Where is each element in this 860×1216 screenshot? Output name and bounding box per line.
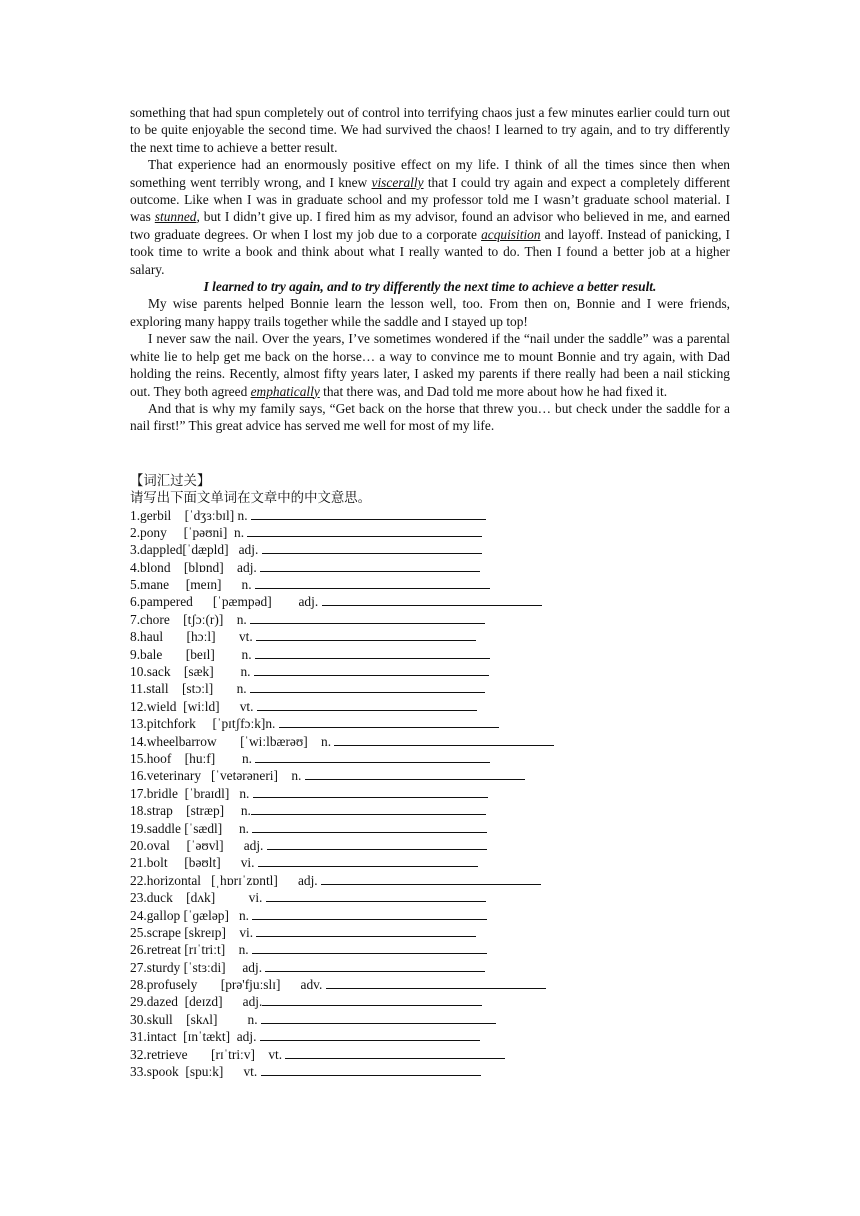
vocab-item <box>130 646 730 663</box>
vocab-word-viscerally: viscerally <box>371 174 424 190</box>
vocab-item-label: 14.wheelbarrow [ˈwiːlbærəʊ] n. <box>130 733 335 749</box>
vocab-item-label: 26.retreat [rɪˈtriːt] n. <box>130 942 252 958</box>
answer-blank[interactable] <box>258 854 478 867</box>
answer-blank[interactable] <box>251 802 486 815</box>
vocab-item-label: 6.pampered [ˈpæmpəd] adj. <box>130 594 322 610</box>
vocab-item <box>130 993 730 1010</box>
answer-blank[interactable] <box>247 524 482 537</box>
vocab-item <box>130 541 730 558</box>
vocab-title: 【词汇过关】 <box>130 472 211 488</box>
vocab-item <box>130 611 730 628</box>
vocab-item <box>130 680 730 697</box>
vocab-item-label: 23.duck [dʌk] vi. <box>130 890 266 906</box>
answer-blank[interactable] <box>265 959 485 972</box>
vocab-word-stunned: stunned <box>154 209 197 225</box>
vocab-item-label: 9.bale [beɪl] n. <box>130 646 255 662</box>
vocab-item <box>130 1063 730 1080</box>
answer-blank[interactable] <box>266 889 486 902</box>
vocab-item <box>130 715 730 732</box>
vocab-item <box>130 907 730 924</box>
paragraph-5: And that is why my family says, “Get back on the horse that threw you… but check under the saddle for a nail first!” This great advice has served me well for most of my life. <box>130 400 730 434</box>
vocab-item <box>130 750 730 767</box>
answer-blank[interactable] <box>261 1011 496 1024</box>
answer-blank[interactable] <box>260 559 480 572</box>
vocab-word-acquisition: acquisition <box>481 226 541 242</box>
answer-blank[interactable] <box>321 872 541 885</box>
vocab-item-label: 11.stall [stɔːl] n. <box>130 681 251 697</box>
vocab-item <box>130 628 730 645</box>
emphasis-sentence: I learned to try again, and to try differently the next time to achieve a better result. <box>203 279 657 295</box>
vocab-item <box>130 785 730 802</box>
vocab-item <box>130 593 730 610</box>
answer-blank[interactable] <box>255 750 490 763</box>
vocab-item <box>130 820 730 837</box>
vocab-list <box>130 507 730 1081</box>
vocab-item <box>130 941 730 958</box>
answer-blank[interactable] <box>251 507 486 520</box>
vocab-item-label: 5.mane [meɪn] n. <box>130 577 255 593</box>
answer-blank[interactable] <box>305 767 525 780</box>
vocab-item <box>130 1046 730 1063</box>
vocab-item <box>130 1011 730 1028</box>
answer-blank[interactable] <box>250 611 485 624</box>
answer-blank[interactable] <box>262 993 482 1006</box>
vocab-item-label: 7.chore [tʃɔː(r)] n. <box>130 611 251 627</box>
vocab-item <box>130 524 730 541</box>
vocab-item-label: 19.saddle [ˈsædl] n. <box>130 820 253 836</box>
vocab-item-label: 24.gallop [ˈɡæləp] n. <box>130 907 253 923</box>
answer-blank[interactable] <box>250 680 485 693</box>
answer-blank[interactable] <box>261 1063 481 1076</box>
vocab-item <box>130 976 730 993</box>
answer-blank[interactable] <box>255 576 490 589</box>
vocab-item-label: 2.pony [ˈpəʊni] n. <box>130 524 248 540</box>
vocab-item-label: 17.bridle [ˈbraɪdl] n. <box>130 785 253 801</box>
answer-blank[interactable] <box>285 1046 505 1059</box>
answer-blank[interactable] <box>255 646 490 659</box>
vocab-item <box>130 576 730 593</box>
answer-blank[interactable] <box>334 733 554 746</box>
vocab-item <box>130 1028 730 1045</box>
vocab-item-label: 32.retrieve [rɪˈtriːv] vt. <box>130 1046 286 1062</box>
vocab-item-label: 22.horizontal [ˌhɒrɪˈzɒntl] adj. <box>130 872 322 888</box>
vocab-item <box>130 889 730 906</box>
vocab-item <box>130 698 730 715</box>
vocab-item-label: 29.dazed [deɪzd] adj. <box>130 994 263 1010</box>
vocab-item-label: 20.oval [ˈəʊvl] adj. <box>130 837 267 853</box>
vocab-item-label: 8.haul [hɔːl] vt. <box>130 629 257 645</box>
vocab-item-label: 13.pitchfork [ˈpɪtʃfɔːk]n. <box>130 716 279 732</box>
vocab-item-label: 30.skull [skʌl] n. <box>130 1011 261 1027</box>
answer-blank[interactable] <box>254 663 489 676</box>
vocab-item <box>130 733 730 750</box>
answer-blank[interactable] <box>252 941 487 954</box>
answer-blank[interactable] <box>262 541 482 554</box>
answer-blank[interactable] <box>256 924 476 937</box>
vocab-item-label: 4.blond [blɒnd] adj. <box>130 559 261 575</box>
vocab-item <box>130 854 730 871</box>
vocab-item <box>130 924 730 941</box>
vocab-item-label: 15.hoof [huːf] n. <box>130 751 256 766</box>
paragraph-4: I never saw the nail. Over the years, I’ve sometimes wondered if the “nail under the saddle” was a parental white lie to help get me back on the horse… a way to convince me to mount Bonnie and try again, with Dad holding the reins. Recently, almost fifty years later, I asked my parents if there really had been a nail sticking out. They both agreed emphatically that there was, and Dad told me more about how he had fixed it. <box>130 331 730 399</box>
answer-blank[interactable] <box>322 593 542 606</box>
answer-blank[interactable] <box>260 1028 480 1041</box>
paragraph-1: something that had spun completely out of control into terrifying chaos just a few minutes earlier could turn out to be quite enjoyable the second time. We had survived the chaos! I learned to try again, and to try differently the next time to achieve a better result. <box>130 105 730 155</box>
vocab-word-emphatically: emphatically <box>250 383 320 399</box>
answer-blank[interactable] <box>326 976 546 989</box>
answer-blank[interactable] <box>253 785 488 798</box>
vocab-item-label: 33.spook [spuːk] vt. <box>130 1064 261 1080</box>
vocab-item <box>130 663 730 680</box>
answer-blank[interactable] <box>267 837 487 850</box>
vocab-item <box>130 767 730 784</box>
vocab-item-label: 31.intact [ɪnˈtækt] adj. <box>130 1029 260 1045</box>
vocab-section <box>130 472 730 1081</box>
vocab-item-label: 27.sturdy [ˈstɜːdi] adj. <box>130 959 266 975</box>
vocab-item-label: 1.gerbil [ˈdʒɜːbɪl] n. <box>130 507 251 523</box>
vocab-item <box>130 507 730 524</box>
paragraph-3: My wise parents helped Bonnie learn the lesson well, too. From then on, Bonnie and I were friends, exploring many happy trails together while the saddle and I stayed up top! <box>130 296 730 329</box>
vocab-item-label: 28.profusely [prə'fjuːslɪ] adv. <box>130 977 326 993</box>
answer-blank[interactable] <box>252 820 487 833</box>
vocab-instruction: 请写出下面文单词在文章中的中文意思。 <box>130 490 372 506</box>
answer-blank[interactable] <box>252 907 487 920</box>
answer-blank[interactable] <box>257 698 477 711</box>
vocab-item <box>130 959 730 976</box>
page-content <box>130 104 730 1080</box>
vocab-item-label: 16.veterinary [ˈvetərəneri] n. <box>130 768 305 784</box>
vocab-item <box>130 559 730 576</box>
vocab-item-label: 25.scrape [skreɪp] vi. <box>130 924 257 940</box>
vocab-item-label: 18.strap [stræp] n. <box>130 803 251 819</box>
vocab-item <box>130 802 730 819</box>
vocab-item <box>130 872 730 889</box>
vocab-item-label: 3.dappled[ˈdæpld] adj. <box>130 542 262 558</box>
vocab-item-label: 12.wield [wiːld] vt. <box>130 698 257 714</box>
answer-blank[interactable] <box>256 628 476 641</box>
vocab-item-label: 10.sack [sæk] n. <box>130 664 254 680</box>
vocab-item-label: 21.bolt [bəʊlt] vi. <box>130 855 258 871</box>
vocab-item <box>130 837 730 854</box>
answer-blank[interactable] <box>279 715 499 728</box>
paragraph-2: That experience had an enormously positive effect on my life. I think of all the times since then when something went terribly wrong, and I knew viscerally that I could try again and expect a completely different outcome. Like when I was in graduate school and my professor told me I wasn’t graduate school material. I was stunned, but I didn’t give up. I fired him as my advisor, found an advisor who believed in me, and earned two graduate degrees. Or when I lost my job due to a corporate acquisition and layoff. Instead of panicking, I took time to write a book and think about what I really wanted to do. Then I found a better job at a higher salary. <box>130 157 731 277</box>
